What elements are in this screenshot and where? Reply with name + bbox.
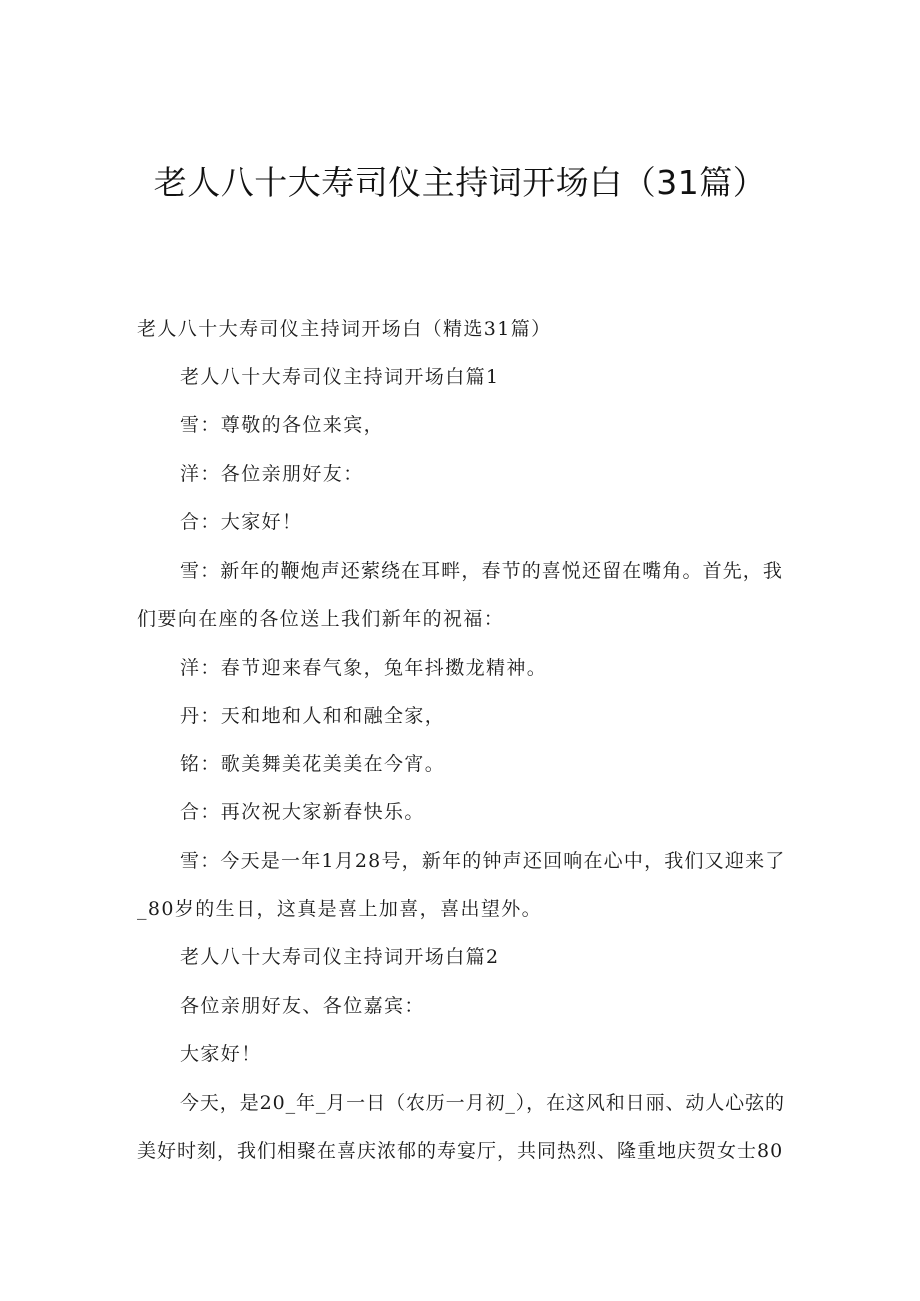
paragraph-line: 们要向在座的各位送上我们新年的祝福： (137, 608, 505, 630)
paragraph-line: 洋：春节迎来春气象，兔年抖擞龙精神。 (180, 657, 548, 679)
section-heading-1: 老人八十大寿司仪主持词开场白篇1 (180, 366, 500, 388)
paragraph-line: 丹：天和地和人和和融全家， (180, 705, 446, 727)
paragraph-line: 合：大家好！ (180, 511, 303, 533)
paragraph-line: 合：再次祝大家新春快乐。 (180, 801, 425, 823)
document-title: 老人八十大寿司仪主持词开场白（31篇） (153, 163, 767, 202)
paragraph-line: 今天，是20_年_月一日（农历一月初_），在这风和日丽、动人心弦的 (180, 1092, 785, 1114)
paragraph-line: 美好时刻，我们相聚在喜庆浓郁的寿宴厅，共同热烈、隆重地庆贺女士80 (137, 1140, 784, 1162)
paragraph-line: 雪：尊敬的各位来宾， (180, 414, 385, 436)
paragraph-line: 大家好！ (180, 1043, 262, 1065)
paragraph-line: 雪：今天是一年1月28号，新年的钟声还回响在心中，我们又迎来了 (180, 850, 786, 872)
section-heading-2: 老人八十大寿司仪主持词开场白篇2 (180, 946, 500, 968)
paragraph-line: _80岁的生日，这真是喜上加喜，喜出望外。 (137, 898, 543, 920)
paragraph-line: 洋：各位亲朋好友： (180, 463, 364, 485)
subtitle-line: 老人八十大寿司仪主持词开场白（精选31篇） (137, 318, 552, 340)
paragraph-line: 雪：新年的鞭炮声还萦绕在耳畔，春节的喜悦还留在嘴角。首先，我 (180, 560, 784, 582)
paragraph-line: 铭：歌美舞美花美美在今宵。 (180, 753, 446, 775)
paragraph-line: 各位亲朋好友、各位嘉宾： (180, 995, 425, 1017)
